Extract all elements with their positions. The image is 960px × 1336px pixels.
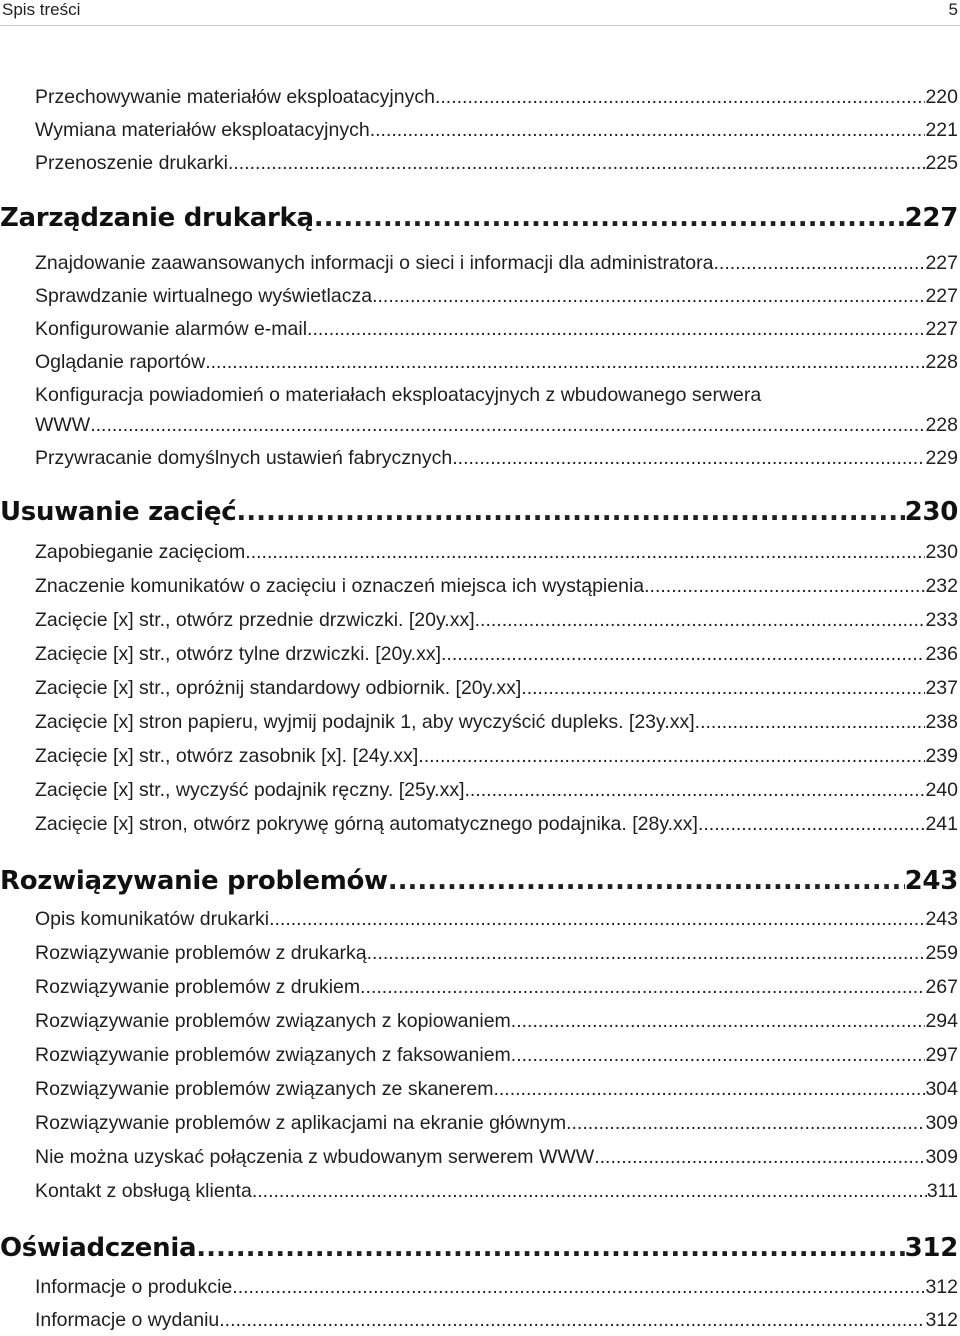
toc-entry[interactable]: Zacięcie [x] str., otwórz tylne drzwiczki. [20y.xx] ..... 236	[35, 643, 958, 666]
header-rule	[0, 25, 960, 26]
toc-entry[interactable]: Nie można uzyskać połączenia z wbudowanym serwerem WWW ..... 309	[35, 1146, 958, 1169]
toc-section-heading[interactable]: Rozwiązywanie problemów ..... 243	[0, 866, 958, 896]
toc-entry[interactable]: Rozwiązywanie problemów z drukarką ..... 259	[35, 942, 958, 965]
toc-entry[interactable]: Rozwiązywanie problemów z aplikacjami na ekranie głównym ..... 309	[35, 1112, 958, 1135]
toc-entry[interactable]: Zacięcie [x] str., otwórz zasobnik [x]. [24y.xx] ..... 239	[35, 745, 958, 768]
toc-entry[interactable]: Sprawdzanie wirtualnego wyświetlacza ..... 227	[35, 285, 958, 308]
toc-entry[interactable]: Rozwiązywanie problemów związanych ze skanerem ..... 304	[35, 1078, 958, 1101]
toc-entry[interactable]: Zacięcie [x] stron, otwórz pokrywę górną automatycznego podajnika. [28y.xx] ..... 241	[35, 813, 958, 836]
toc-entry[interactable]: Znaczenie komunikatów o zacięciu i oznaczeń miejsca ich wystąpienia ..... 232	[35, 575, 958, 598]
toc-entry[interactable]: Przechowywanie materiałów eksploatacyjnych ..... 220	[35, 86, 958, 109]
toc-section-heading[interactable]: Oświadczenia ..... 312	[0, 1233, 958, 1263]
toc-entry[interactable]: Zacięcie [x] str., wyczyść podajnik ręczny. [25y.xx] ..... 240	[35, 779, 958, 802]
page-number: 5	[948, 0, 958, 19]
toc-entry[interactable]: Zapobieganie zacięciom ..... 230	[35, 541, 958, 564]
toc-entry[interactable]: Rozwiązywanie problemów związanych z kopiowaniem ..... 294	[35, 1010, 958, 1033]
running-section-title: Spis treści	[2, 0, 81, 19]
toc-entry[interactable]: WWW ..... 228	[35, 414, 958, 437]
toc-entry[interactable]: Zacięcie [x] str., otwórz przednie drzwiczki. [20y.xx] ..... 233	[35, 609, 958, 632]
toc-entry[interactable]: Zacięcie [x] stron papieru, wyjmij podajnik 1, aby wyczyścić dupleks. [23y.xx] ..... 238	[35, 711, 958, 734]
toc-entry[interactable]: Opis komunikatów drukarki ..... 243	[35, 908, 958, 931]
toc-section-heading[interactable]: Usuwanie zacięć ..... 230	[0, 497, 958, 527]
toc-entry[interactable]: Informacje o produkcie ..... 312	[35, 1276, 958, 1299]
toc-entry[interactable]: Kontakt z obsługą klienta ..... 311	[35, 1180, 958, 1203]
toc-entry[interactable]: Oglądanie raportów ..... 228	[35, 351, 958, 374]
toc-entry[interactable]: Przenoszenie drukarki ..... 225	[35, 152, 958, 175]
toc-entry[interactable]: Przywracanie domyślnych ustawień fabrycznych ..... 229	[35, 447, 958, 470]
toc-entry[interactable]: Rozwiązywanie problemów z drukiem ..... 267	[35, 976, 958, 999]
toc-entry[interactable]: Konfigurowanie alarmów e-mail ..... 227	[35, 318, 958, 341]
toc-section-heading[interactable]: Zarządzanie drukarką ..... 227	[0, 203, 958, 233]
toc-entry[interactable]: Znajdowanie zaawansowanych informacji o sieci i informacji dla administratora ..... 227	[35, 252, 958, 275]
toc-entry-line1[interactable]: Konfiguracja powiadomień o materiałach eksploatacyjnych z wbudowanego serwera	[35, 384, 762, 406]
page-header	[0, 0, 960, 24]
toc-entry[interactable]: Rozwiązywanie problemów związanych z faksowaniem ..... 297	[35, 1044, 958, 1067]
toc-entry[interactable]: Zacięcie [x] str., opróżnij standardowy odbiornik. [20y.xx] ..... 237	[35, 677, 958, 700]
toc-entry[interactable]: Wymiana materiałów eksploatacyjnych ..... 221	[35, 119, 958, 142]
toc-entry[interactable]: Informacje o wydaniu ..... 312	[35, 1309, 958, 1332]
